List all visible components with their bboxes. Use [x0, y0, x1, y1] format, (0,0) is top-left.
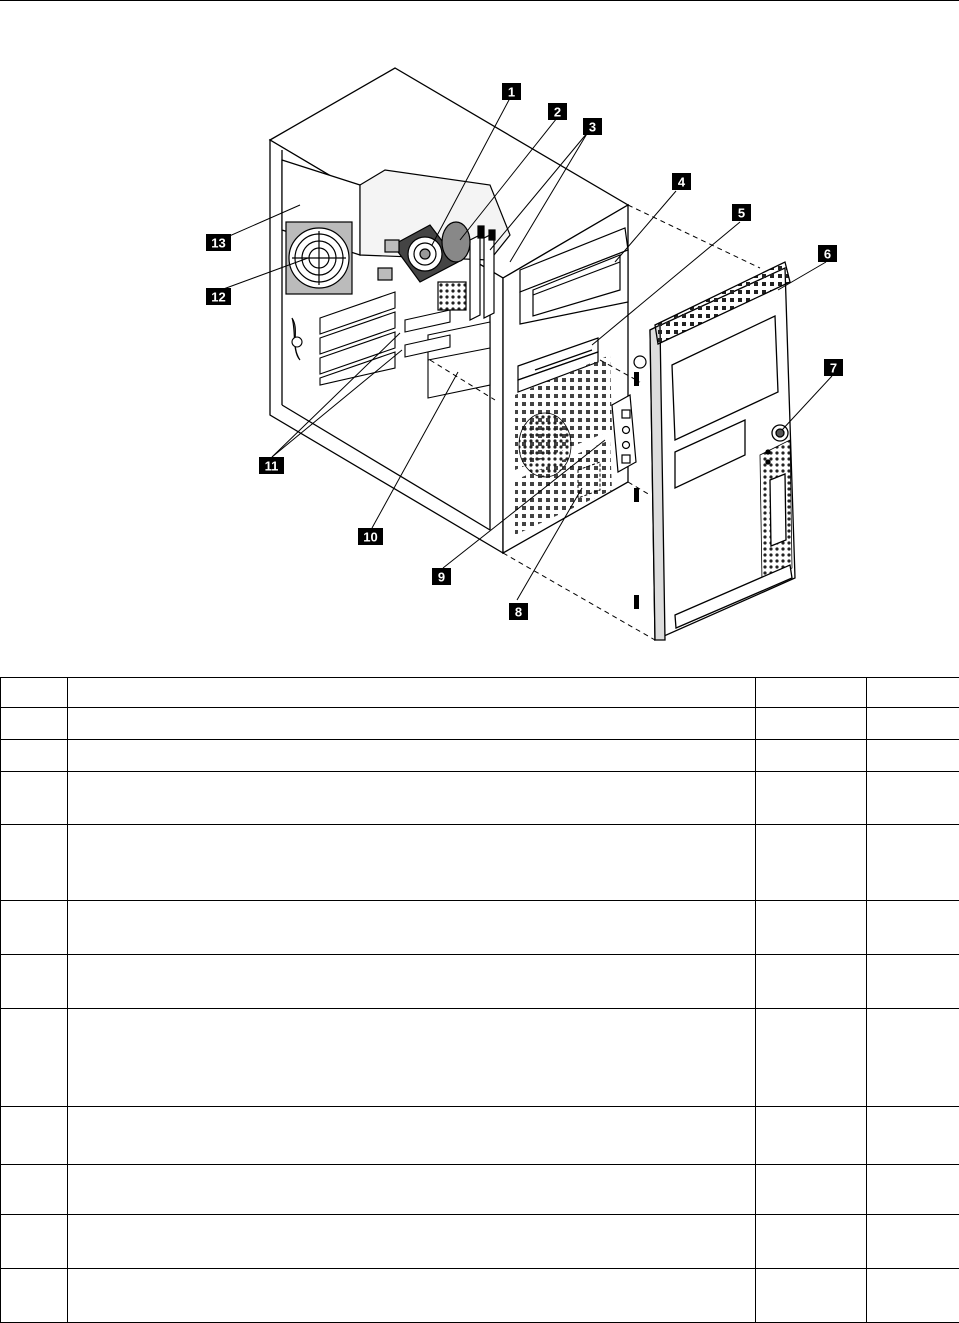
table-row [1, 1009, 959, 1107]
svg-text:9: 9 [438, 570, 445, 585]
table-cell [1, 1009, 68, 1107]
callout-8 [509, 603, 528, 620]
table-cell [68, 1009, 756, 1107]
table-cell [867, 1009, 959, 1107]
svg-text:1: 1 [508, 85, 515, 100]
table-cell [1, 708, 68, 740]
svg-text:3: 3 [589, 120, 596, 135]
svg-text:8: 8 [515, 605, 522, 620]
svg-text:5: 5 [738, 206, 745, 221]
table-cell [867, 955, 959, 1009]
table-row [1, 1215, 959, 1269]
table-cell [68, 708, 756, 740]
table-cell [756, 901, 867, 955]
table-row [1, 772, 959, 825]
table-cell [68, 772, 756, 825]
callout-3 [583, 118, 602, 135]
table-cell [1, 1215, 68, 1269]
callout-6 [818, 245, 837, 262]
table-cell [68, 1107, 756, 1165]
callout-5 [732, 204, 751, 221]
table-cell [1, 825, 68, 901]
callout-10 [358, 528, 383, 545]
front-bezel [650, 262, 795, 640]
table-cell [756, 740, 867, 772]
callout-1 [502, 83, 521, 100]
table-cell [1, 901, 68, 955]
table-cell [1, 740, 68, 772]
table-cell [68, 740, 756, 772]
table-cell [867, 1165, 959, 1215]
table-cell [68, 1269, 756, 1323]
svg-text:11: 11 [265, 459, 279, 474]
callout-4 [672, 173, 691, 190]
table-cell [68, 901, 756, 955]
callout-7 [824, 359, 843, 376]
table-cell [867, 901, 959, 955]
table-cell [756, 1107, 867, 1165]
table-row [1, 901, 959, 955]
table-cell [867, 1107, 959, 1165]
table-cell [756, 825, 867, 901]
table-cell [867, 678, 959, 708]
bezel-hinge-tabs [634, 372, 639, 609]
table-cell [867, 825, 959, 901]
callout-12 [206, 288, 231, 305]
table-cell [867, 1215, 959, 1269]
svg-text:4: 4 [678, 175, 686, 190]
table-cell [1, 955, 68, 1009]
table-cell [867, 1269, 959, 1323]
table-cell [1, 1107, 68, 1165]
svg-text:7: 7 [830, 361, 837, 376]
svg-text:12: 12 [211, 290, 225, 305]
table-cell [756, 678, 867, 708]
table-cell [68, 825, 756, 901]
table-row [1, 740, 959, 772]
svg-text:2: 2 [554, 105, 561, 120]
table-cell [756, 1009, 867, 1107]
callout-11 [259, 457, 284, 474]
table-row [1, 955, 959, 1009]
callout-13 [206, 234, 231, 251]
table-cell [68, 1215, 756, 1269]
table-cell [756, 1165, 867, 1215]
table-row [1, 1107, 959, 1165]
table-cell [1, 678, 68, 708]
table-row [1, 678, 959, 708]
table-cell [1, 772, 68, 825]
table-row [1, 708, 959, 740]
table-cell [867, 708, 959, 740]
table-cell [1, 1165, 68, 1215]
table-cell [756, 1269, 867, 1323]
table-cell [68, 1165, 756, 1215]
table-cell [68, 955, 756, 1009]
table-row [1, 825, 959, 901]
callout-2 [548, 103, 567, 120]
table-cell [1, 1269, 68, 1323]
svg-text:6: 6 [824, 247, 831, 262]
table-cell [756, 955, 867, 1009]
table-row [1, 1269, 959, 1323]
table-cell [756, 772, 867, 825]
table-row [1, 1165, 959, 1215]
table-cell [756, 708, 867, 740]
svg-text:13: 13 [211, 236, 225, 251]
table-cell [68, 678, 756, 708]
callout-9 [432, 568, 451, 585]
table-cell [867, 740, 959, 772]
table-cell [867, 772, 959, 825]
parts-table [0, 677, 959, 1323]
table-cell [756, 1215, 867, 1269]
svg-text:10: 10 [363, 530, 377, 545]
